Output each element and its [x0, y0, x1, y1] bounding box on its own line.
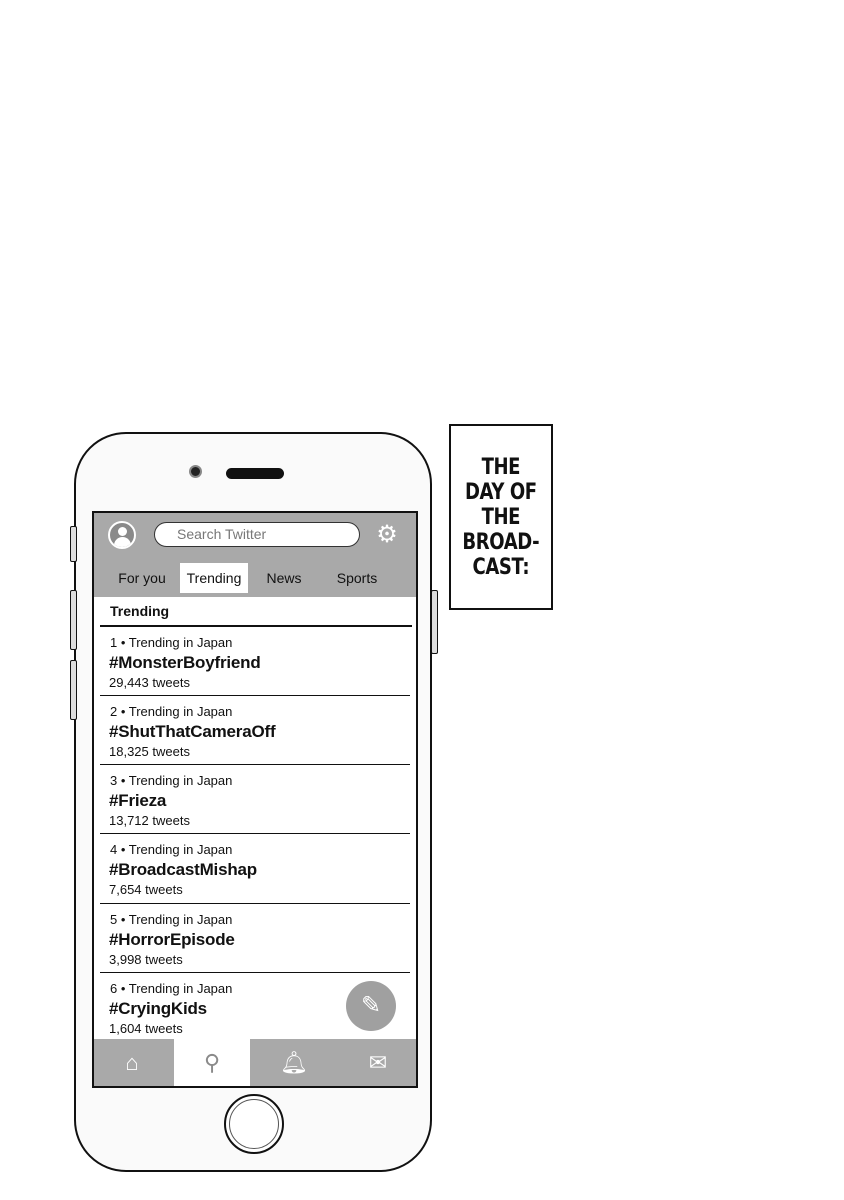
trend-item[interactable]	[100, 904, 410, 973]
trend-tweet-count: 18,325 tweets	[109, 744, 190, 759]
trend-tweet-count: 1,604 tweets	[109, 1021, 183, 1036]
smartphone	[74, 432, 432, 1172]
search-input[interactable]: Search Twitter	[154, 522, 360, 547]
trend-item[interactable]	[100, 834, 410, 904]
home-icon[interactable]: ⌂	[125, 1050, 139, 1075]
tab-for-you[interactable]: For you	[118, 570, 166, 586]
trend-hashtag[interactable]: #Frieza	[109, 791, 167, 810]
tab-trending[interactable]: Trending	[180, 563, 248, 593]
earpiece-speaker	[226, 468, 284, 479]
bottom-navigation	[94, 1039, 416, 1086]
trend-hashtag[interactable]: #ShutThatCameraOff	[109, 722, 276, 741]
trend-hashtag[interactable]: #MonsterBoyfriend	[109, 653, 261, 672]
trend-meta: 3 • Trending in Japan	[110, 773, 233, 788]
trend-meta: 5 • Trending in Japan	[110, 912, 233, 927]
phone-screen	[92, 511, 418, 1088]
trend-item[interactable]	[100, 765, 410, 834]
tab-news[interactable]: News	[266, 570, 302, 586]
mail-icon[interactable]: ✉	[368, 1050, 388, 1075]
phone-power-button	[431, 590, 438, 654]
compose-tweet-icon[interactable]: ✎	[346, 981, 396, 1031]
tab-sports[interactable]: Sports	[336, 570, 378, 586]
phone-mute-switch	[70, 526, 77, 562]
narration-caption-text: THE DAY OF THE BROAD- CAST:	[462, 454, 540, 580]
trend-tweet-count: 29,443 tweets	[109, 675, 190, 690]
trend-item[interactable]	[100, 696, 410, 765]
phone-volume-up	[70, 590, 77, 650]
narration-caption-box	[449, 424, 553, 610]
app-header	[94, 513, 416, 597]
trend-tweet-count: 3,998 tweets	[109, 952, 183, 967]
trend-meta: 1 • Trending in Japan	[110, 635, 233, 650]
bell-icon[interactable]: 🔔︎	[280, 1050, 308, 1075]
trend-tweet-count: 7,654 tweets	[109, 882, 183, 897]
avatar-icon[interactable]	[108, 521, 136, 549]
trend-hashtag[interactable]: #HorrorEpisode	[109, 930, 235, 949]
section-title: Trending	[110, 603, 170, 619]
trend-item[interactable]	[100, 627, 410, 696]
trend-meta: 2 • Trending in Japan	[110, 704, 233, 719]
search-icon[interactable]: ⚲	[174, 1039, 250, 1086]
trend-tweet-count: 13,712 tweets	[109, 813, 190, 828]
trend-meta: 4 • Trending in Japan	[110, 842, 233, 857]
front-camera	[189, 465, 202, 478]
phone-home-button[interactable]	[224, 1094, 284, 1154]
trend-hashtag[interactable]: #CryingKids	[109, 999, 207, 1018]
trend-meta: 6 • Trending in Japan	[110, 981, 233, 996]
gear-icon[interactable]: ⚙	[376, 521, 398, 548]
trend-hashtag[interactable]: #BroadcastMishap	[109, 860, 257, 879]
phone-volume-down	[70, 660, 77, 720]
